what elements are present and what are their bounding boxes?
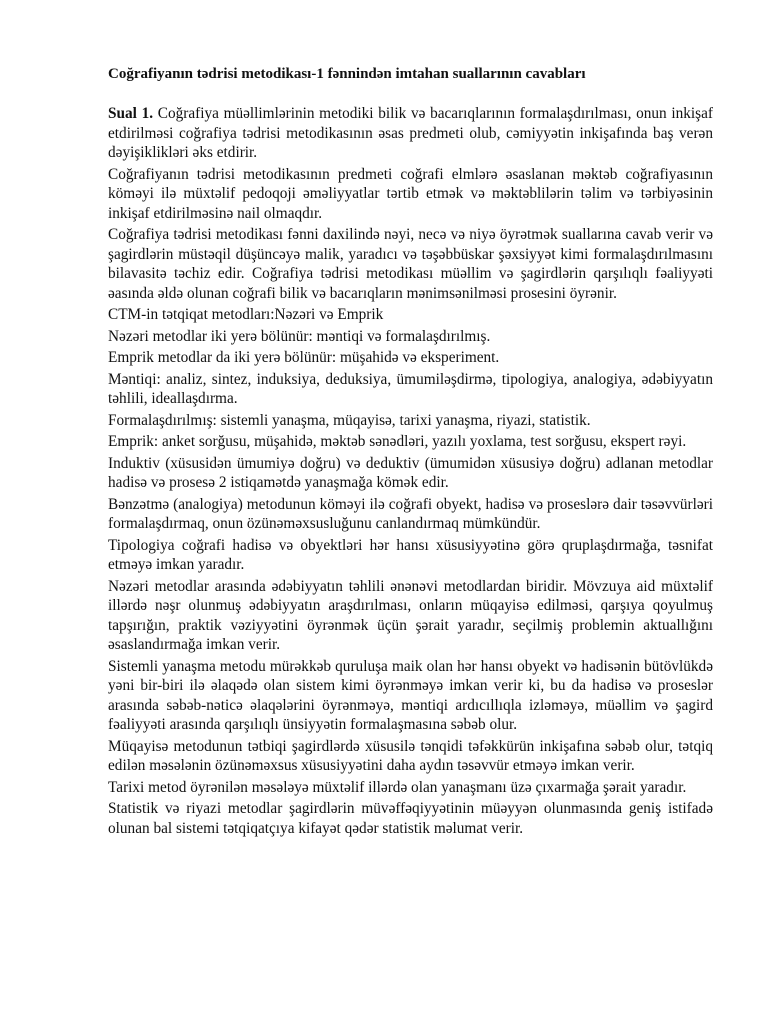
paragraph-15: Müqayisə metodunun tətbiqi şagirdlərdə xüsusilə tənqidi təfəkkürün inkişafına səbəb olur, tətqiq edilən məsələnin özünəməxsus xüsusiyyətini daha aydın təsəvvür etməyə imkan verir. bbox=[108, 737, 713, 774]
paragraph-4: CTM-in tətqiqat metodları:Nəzəri və Emprik bbox=[108, 306, 384, 323]
paragraph-2: Coğrafiyanın tədrisi metodikasının predmeti coğrafi elmlərə əsaslanan məktəb coğrafiyasının köməyi ilə müxtəlif pedoqoji əməliyyatlar tərtib etmək və məktəblilərin təlim və tərbiyəsinin inkişaf etdirilməsinə nail olmaqdır. bbox=[108, 165, 713, 222]
paragraph-3: Coğrafiya tədrisi metodikası fənni daxilində nəyi, necə və niyə öyrətmək suallarına cavab verir və şagirdlərin müstəqil düşüncəyə malik, yaradıcı və təşəbbüskar şəxsiyyət kimi formalaşdırılmasını bilavasitə təchiz edir. Coğrafiya tədrisi metodikası müəllim və şagirdlərin qarşılıqlı fəaliyyəti əasında əldə olunan coğrafi bilik və bacarıqların mənimsənilməsi prosesini öyrənir. bbox=[108, 226, 713, 302]
paragraph-11: Bənzətmə (analogiya) metodunun köməyi ilə coğrafi obyekt, hadisə və proseslərə dair təsəvvürləri formalaşdırmaq, onun özünəməxsusluğunu canlandırmaq mümkündür. bbox=[108, 495, 713, 532]
paragraph-10: Induktiv (xüsusidən ümumiyə doğru) və deduktiv (ümumidən xüsusiyə doğru) adlanan metodlar hadisə və prosesə 2 istiqamətdə yanaşmağa kömək edir. bbox=[108, 454, 713, 491]
paragraph-17: Statistik və riyazi metodlar şagirdlərin müvəffəqiyyətinin müəyyən olunmasında geniş istifadə olunan bal sistemi tətqiqatçıya kifayət qədər statistik məlumat verir. bbox=[108, 800, 713, 837]
paragraph-14: Sistemli yanaşma metodu mürəkkəb quruluşa maik olan hər hansı obyekt və hadisənin bütövlükdə yəni bir-biri ilə əlaqədə olan sistem kimi öyrənməyə imkan verir ki, bu da hadisə və proseslər arasında səbəb-nəticə əlaqələrini öyrənməyə, məntiqi ardıcıllıqla izləməyə, müəllim və şagird fəaliyyəti arasında qarşılıqlı ünsiyyətin formalaşmasına səbəb olur. bbox=[108, 657, 713, 733]
paragraph-9: Emprik: anket sorğusu, müşahidə, məktəb sənədləri, yazılı yoxlama, test sorğusu, ekspert rəyi. bbox=[108, 433, 687, 450]
paragraph-1-text: Coğrafiya müəllimlərinin metodiki bilik və bacarıqlarının formalaşdırılması, onun inkişaf etdirilməsi coğrafiya tədrisi metodikasının əsas predmeti olub, cəmiyyətin inkişafında baş verən dəyişiklikləri əks etdirir. bbox=[108, 105, 713, 161]
paragraph-6: Emprik metodlar da iki yerə bölünür: müşahidə və eksperiment. bbox=[108, 349, 500, 366]
paragraph-8: Formalaşdırılmış: sistemli yanaşma, müqayisə, tarixi yanaşma, riyazi, statistik. bbox=[108, 411, 591, 429]
document-page bbox=[108, 64, 713, 838]
paragraph-12: Tipologiya coğrafi hadisə və obyektləri hər hansı xüsusiyyətinə görə qruplaşdırmağa, təsnifat etməyə imkan yaradır. bbox=[108, 536, 713, 573]
paragraph-1 bbox=[108, 104, 713, 163]
paragraph-16: Tarixi metod öyrənilən məsələyə müxtəlif illərdə olan yanaşmanı üzə çıxarmağa şərait yaradır. bbox=[108, 778, 687, 796]
paragraph-5: Nəzəri metodlar iki yerə bölünür: məntiqi və formalaşdırılmış. bbox=[108, 327, 491, 345]
document-title: Coğrafiyanın tədrisi metodikası-1 fənnindən imtahan suallarının cavabları bbox=[108, 66, 586, 82]
paragraph-13: Nəzəri metodlar arasında ədəbiyyatın təhlili ənənəvi metodlardan biridir. Mövzuya aid müxtəlif illərdə nəşr olunmuş ədəbiyyatın araşdırılması, onların müqayisə edilməsi, qarşıya qoyulmuş tapşırığın, praktik vəziyyətini öyrənmək üçün şərait yaradır, seçilmiş problemin aktuallığını əsaslandırmağa imkan verir. bbox=[108, 577, 713, 653]
paragraph-7: Məntiqi: analiz, sintez, induksiya, deduksiya, ümumiləşdirmə, tipologiya, analogiya, ədəbiyyatın təhlili, ideallaşdırma. bbox=[108, 370, 713, 407]
question-label: Sual 1. bbox=[108, 105, 154, 122]
